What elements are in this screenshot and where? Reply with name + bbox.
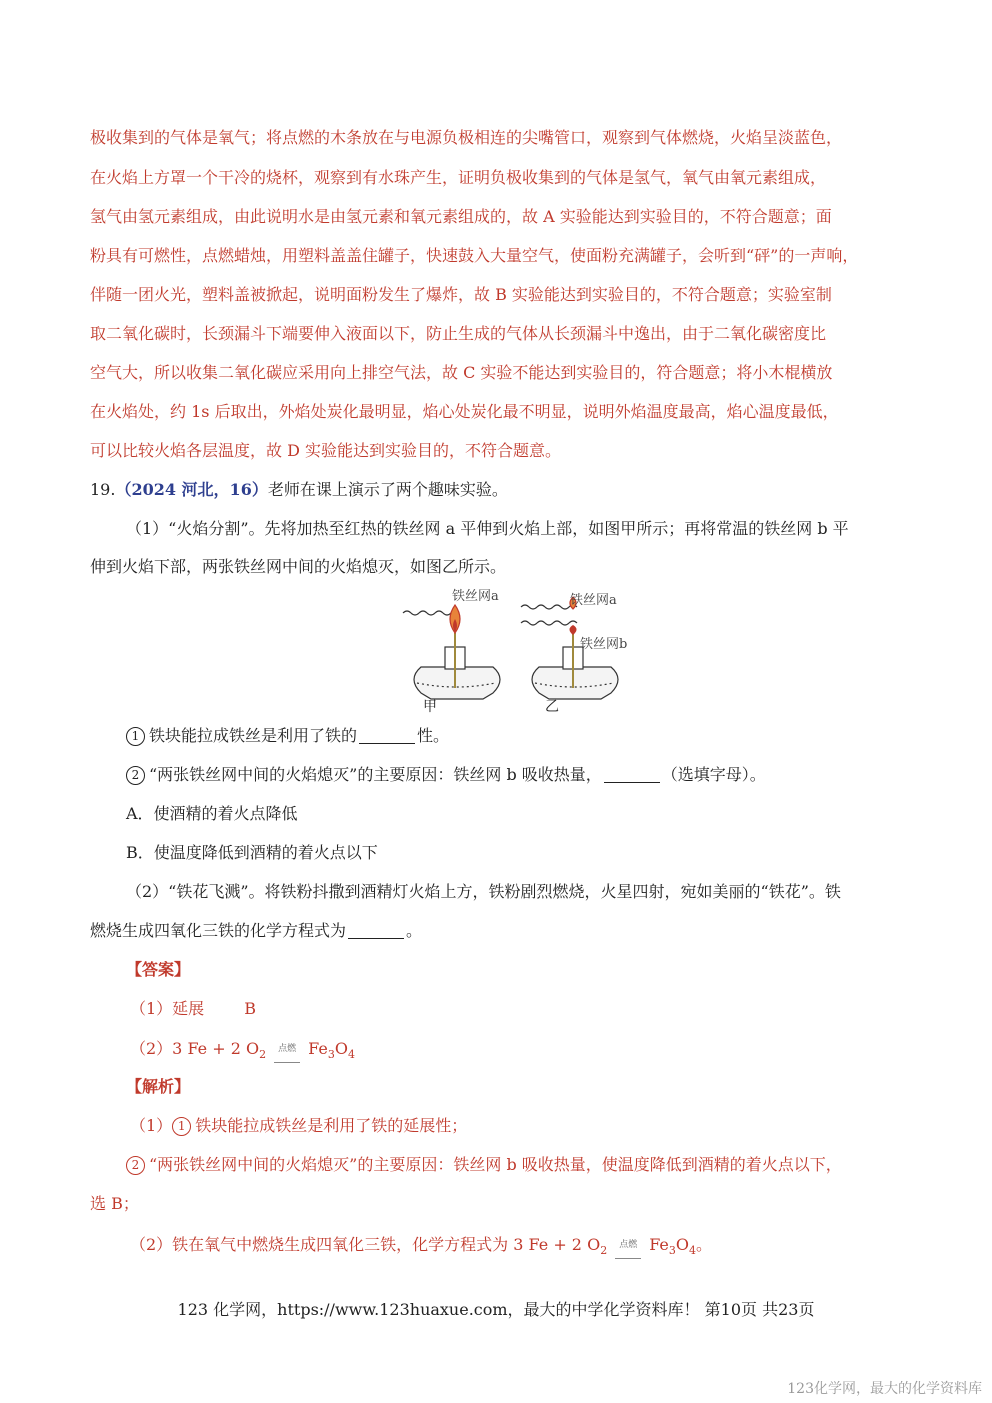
option-a: A．使酒精的着火点降低 bbox=[126, 804, 298, 823]
option-b: B．使温度降低到酒精的着火点以下 bbox=[126, 843, 378, 862]
answer-heading: 【答案】 bbox=[126, 960, 191, 979]
label-mesh-a-right: 铁丝网a bbox=[570, 593, 617, 608]
circled-number: 1 bbox=[126, 727, 145, 746]
label-mesh-b: 铁丝网b bbox=[580, 637, 628, 652]
sub-question-2: 2 “两张铁丝网中间的火焰熄灭”的主要原因：铁丝网 b 吸收热量， （选填字母）。 bbox=[126, 763, 766, 787]
question-stem: 老师在课上演示了两个趣味实验。 bbox=[267, 480, 508, 499]
analysis-line-2: 2 “两张铁丝网中间的火焰熄灭”的主要原因：铁丝网 b 吸收热量，使温度降低到酒精的着火点以下， bbox=[126, 1153, 842, 1177]
analysis-line: 极收集到的气体是氧气；将点燃的木条放在与电源负极相连的尖嘴管口，观察到气体燃烧，火焰呈淡蓝色， bbox=[90, 128, 843, 147]
label-mesh-a-left: 铁丝网a bbox=[452, 589, 499, 604]
answer-blank[interactable] bbox=[359, 727, 415, 744]
question-part2-line1: （2）“铁花飞溅”。将铁粉抖撒到酒精灯火焰上方，铁粉剧烈燃烧，火星四射，宛如美丽的“铁花”。铁 bbox=[126, 882, 841, 901]
analysis-heading: 【解析】 bbox=[126, 1077, 191, 1096]
circled-number: 2 bbox=[126, 1156, 145, 1175]
caption-left: 甲 bbox=[423, 699, 437, 715]
circled-number: 1 bbox=[172, 1117, 191, 1136]
answer-blank[interactable] bbox=[348, 922, 404, 939]
question-part1-line2: 伸到火焰下部，两张铁丝网中间的火焰熄灭，如图乙所示。 bbox=[90, 557, 507, 576]
lamp-left bbox=[403, 605, 500, 699]
alcohol-lamp-figure bbox=[395, 583, 655, 718]
analysis-line: 在火焰处，约 1s 后取出，外焰处炭化最明显，焰心处炭化最不明显，说明外焰温度最高，焰心温度最低， bbox=[90, 402, 839, 421]
answer-blank[interactable] bbox=[604, 766, 660, 783]
analysis-line: 可以比较火焰各层温度，故 D 实验能达到实验目的，不符合题意。 bbox=[90, 441, 562, 460]
analysis-line: 伴随一团火光，塑料盖被掀起，说明面粉发生了爆炸，故 B 实验能达到实验目的，不符合题意；实验室制 bbox=[90, 285, 832, 304]
question-part1-line1: （1）“火焰分割”。先将加热至红热的铁丝网 a 平伸到火焰上部，如图甲所示；再将常温的铁丝网 b 平 bbox=[126, 519, 849, 538]
reaction-condition: 点燃 bbox=[274, 1037, 300, 1063]
question-number: 19. bbox=[90, 480, 116, 499]
question-part2-line2: 燃烧生成四氧化三铁的化学方程式为 。 bbox=[90, 921, 423, 940]
analysis-line: 粉具有可燃性，点燃蜡烛，用塑料盖盖住罐子，快速鼓入大量空气，使面粉充满罐子，会听到“砰”的一声响， bbox=[90, 246, 859, 265]
analysis-line-1: （1） 1 铁块能拉成铁丝是利用了铁的延展性； bbox=[130, 1116, 468, 1135]
watermark: 123化学网，最大的化学资料库 bbox=[787, 1381, 982, 1397]
question-header bbox=[90, 478, 508, 502]
circled-number: 2 bbox=[126, 766, 145, 785]
reaction-condition: 点燃 bbox=[615, 1233, 641, 1259]
analysis-line: 氢气由氢元素组成，由此说明水是由氢元素和氧元素组成的，故 A 实验能达到实验目的，不符合题意；面 bbox=[90, 207, 832, 226]
question-source: （2024 河北，16） bbox=[115, 480, 268, 499]
caption-right: 乙 bbox=[545, 699, 559, 715]
analysis-line: 在火焰上方罩一个干冷的烧杯，观察到有水珠产生，证明负极收集到的气体是氢气，氧气由氧元素组成， bbox=[90, 168, 827, 187]
answer-line-1: （1）延展 B bbox=[130, 999, 256, 1018]
answer-line-2: （2）3 Fe + 2 $O_2$ 点燃 $Fe_3O_4$ bbox=[130, 1039, 355, 1062]
analysis-line: 空气大，所以收集二氧化碳应采用向上排空气法，故 C 实验不能达到实验目的，符合题意；将小木棍横放 bbox=[90, 363, 833, 382]
sub-question-1: 1 铁块能拉成铁丝是利用了铁的 性。 bbox=[126, 724, 449, 748]
analysis-line-4: （2）铁在氧气中燃烧生成四氧化三铁，化学方程式为 3 Fe + 2 $O_2$ 点燃 $Fe_3O_4$。 bbox=[130, 1235, 713, 1258]
analysis-line-3: 选 B； bbox=[90, 1194, 139, 1213]
analysis-line: 取二氧化碳时，长颈漏斗下端要伸入液面以下，防止生成的气体从长颈漏斗中逸出，由于二氧化碳密度比 bbox=[90, 324, 827, 343]
page-footer: 123 化学网，https://www.123huaxue.com，最大的中学化学资料库！ 第10页 共23页 bbox=[177, 1300, 815, 1319]
